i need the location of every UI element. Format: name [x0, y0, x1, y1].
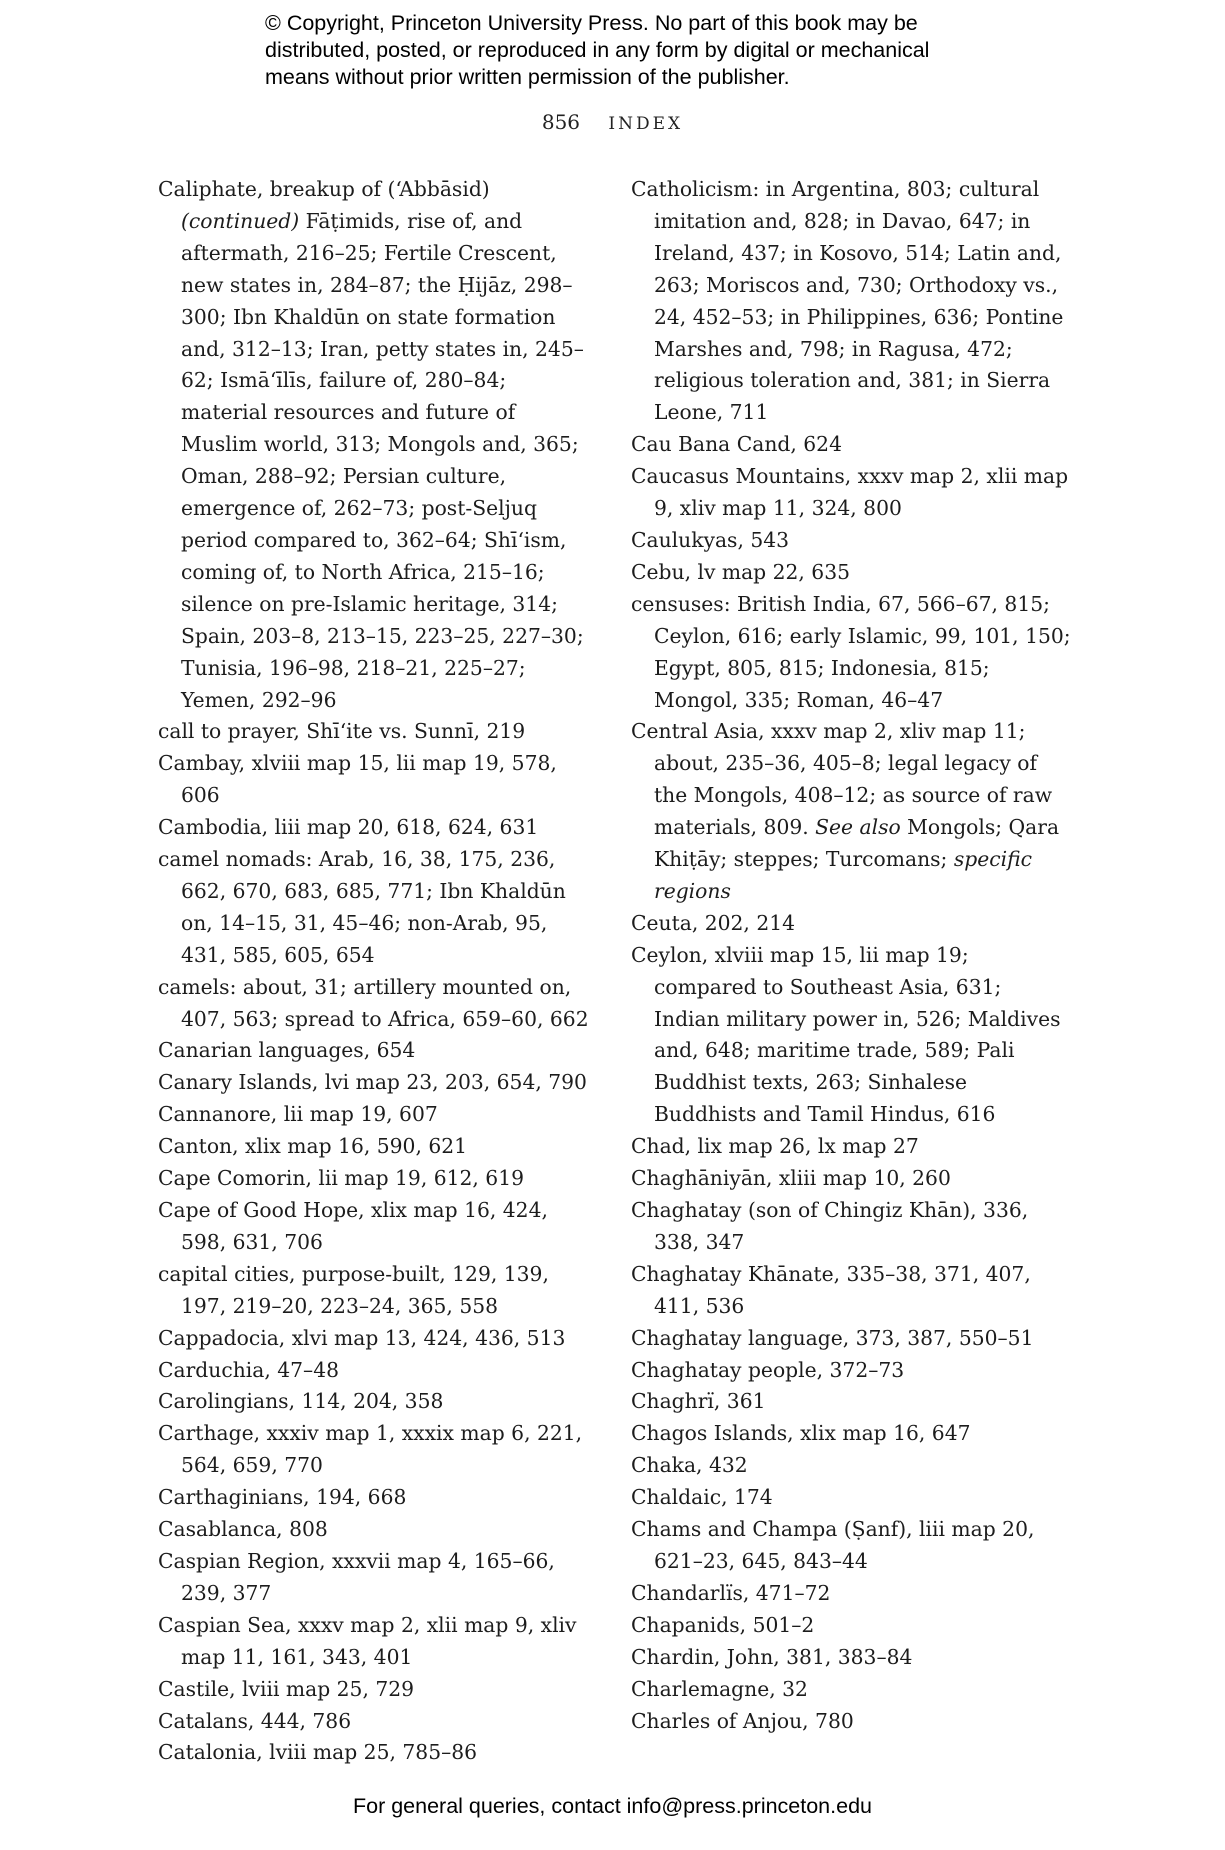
copyright-line: means without prior written permission of the publisher.	[265, 65, 790, 89]
index-entry: Caspian Region, xxxvii map 4, 165–66, 239, 377	[158, 1548, 555, 1605]
index-entry: Cambodia, liii map 20, 618, 624, 631	[158, 815, 539, 840]
index-entry: Chaghatay language, 373, 387, 550–51	[631, 1325, 1034, 1350]
index-entry: Canton, xlix map 16, 590, 621	[158, 1134, 468, 1159]
index-entry: Carolingians, 114, 204, 358	[158, 1389, 444, 1414]
index-entry: Cappadocia, xlvi map 13, 424, 436, 513	[158, 1325, 566, 1350]
index-entry: Cape of Good Hope, xlix map 16, 424, 598, 631, 706	[158, 1198, 548, 1254]
index-entry: Caucasus Mountains, xxxv map 2, xlii map 9, xliv map 11, 324, 800	[631, 464, 1069, 521]
index-entry: Caulukyas, 543	[631, 527, 790, 552]
copyright-notice	[265, 10, 1025, 91]
index-entry: Carthaginians, 194, 668	[158, 1485, 407, 1510]
copyright-line: distributed, posted, or reproduced in any form by digital or mechanical	[265, 38, 930, 62]
index-entry: Catalans, 444, 786	[158, 1708, 352, 1733]
running-head	[0, 110, 1225, 134]
index-entry: Cau Bana Cand, 624	[631, 432, 842, 457]
index-entry: capital cities, purpose-built, 129, 139, 197, 219–20, 223–24, 365, 558	[158, 1261, 549, 1318]
index-entry: Cebu, lv map 22, 635	[631, 559, 851, 584]
index-entry: censuses: British India, 67, 566–67, 815; Ceylon, 616; early Islamic, 99, 101, 150; Egypt, 805, 815; Indonesia, 815; Mongol, 335; Roman, 46–47	[631, 591, 1071, 712]
index-entry: Chapanids, 501–2	[631, 1612, 815, 1637]
index-entry: Canarian languages, 654	[158, 1038, 416, 1063]
index-entry: Chams and Champa (Ṣanf), liii map 20, 621–23, 645, 843–44	[631, 1517, 1035, 1573]
copyright-line: © Copyright, Princeton University Press. No part of this book may be	[265, 11, 918, 35]
index-entry: Chandarlïs, 471–72	[631, 1580, 831, 1605]
index-entry: Central Asia, xxxv map 2, xliv map 11; about, 235–36, 405–8; legal legacy of the Mongols, 408–12; as source of raw materials, 809. See also Mongols; Qara Khiṭāy; steppes; Turcomans; specific regions	[631, 719, 1060, 903]
index-entry: Chaghāniyān, xliii map 10, 260	[631, 1166, 951, 1191]
index-entry: Castile, lviii map 25, 729	[158, 1676, 415, 1701]
index-entry: Chagos Islands, xlix map 16, 647	[631, 1421, 971, 1446]
index-entry: Carthage, xxxiv map 1, xxxix map 6, 221, 564, 659, 770	[158, 1421, 583, 1478]
index-entry: Catalonia, lviii map 25, 785–86	[158, 1740, 478, 1765]
index-entry: Ceuta, 202, 214	[631, 910, 796, 935]
running-title: INDEX	[608, 114, 684, 134]
index-column-right	[631, 174, 1071, 1737]
index-entry: Chaghatay (son of Chingiz Khān), 336, 338, 347	[631, 1198, 1029, 1254]
index-entry: Chaghatay Khānate, 335–38, 371, 407, 411, 536	[631, 1261, 1031, 1318]
index-column-left	[158, 174, 598, 1769]
index-entry: camels: about, 31; artillery mounted on, 407, 563; spread to Africa, 659–60, 662	[158, 974, 589, 1031]
index-entry: Charlemagne, 32	[631, 1676, 808, 1701]
index-entry: Chaka, 432	[631, 1453, 748, 1478]
index-entry: Caspian Sea, xxxv map 2, xlii map 9, xliv map 11, 161, 343, 401	[158, 1612, 577, 1669]
index-entry: Canary Islands, lvi map 23, 203, 654, 790	[158, 1070, 587, 1095]
index-entry: Chad, lix map 26, lx map 27	[631, 1134, 919, 1159]
index-entry: Chardin, John, 381, 383–84	[631, 1644, 913, 1669]
index-entry: Chaghatay people, 372–73	[631, 1357, 905, 1382]
index-entry: call to prayer, Shī‘ite vs. Sunnī, 219	[158, 719, 526, 744]
index-entry: Chaldaic, 174	[631, 1485, 773, 1510]
index-entry: Charles of Anjou, 780	[631, 1708, 854, 1733]
index-entry: Caliphate, breakup of (‘Abbāsid) (continued) Fāṭimids, rise of, and aftermath, 216–25; Fertile Crescent, new states in, 284–87; the Ḥijāz, 298–300; Ibn Khaldūn on state formation and, 312–13; Iran, petty states in, 245–62; Ismā‘īlīs, failure of, 280–84; material resources and future of Muslim world, 313; Mongols and, 365; Oman, 288–92; Persian culture, emergence of, 262–73; post-Seljuq period compared to, 362–64; Shī‘ism, coming of, to North Africa, 215–16; silence on pre-Islamic heritage, 314; Spain, 203–8, 213–15, 223–25, 227–30; Tunisia, 196–98, 218–21, 225–27; Yemen, 292–96	[158, 177, 584, 712]
index-entry: Cannanore, lii map 19, 607	[158, 1102, 438, 1127]
index-entry: Ceylon, xlviii map 15, lii map 19; compared to Southeast Asia, 631; Indian military power in, 526; Maldives and, 648; maritime trade, 589; Pali Buddhist texts, 263; Sinhalese Buddhists and Tamil Hindus, 616	[631, 942, 1061, 1127]
index-entry: Casablanca, 808	[158, 1517, 328, 1542]
index-entry: Chaghrï, 361	[631, 1389, 766, 1414]
index-entry: Cape Comorin, lii map 19, 612, 619	[158, 1166, 525, 1191]
footer-contact: For general queries, contact info@press.princeton.edu	[352, 1794, 872, 1818]
page-number: 856	[541, 110, 581, 134]
index-entry: Carduchia, 47–48	[158, 1357, 339, 1382]
index-entry: Cambay, xlviii map 15, lii map 19, 578, 606	[158, 751, 557, 808]
index-entry: Catholicism: in Argentina, 803; cultural imitation and, 828; in Davao, 647; in Ireland, 437; in Kosovo, 514; Latin and, 263; Moriscos and, 730; Orthodoxy vs., 24, 452–53; in Philippines, 636; Pontine Marshes and, 798; in Ragusa, 472; religious toleration and, 381; in Sierra Leone, 711	[631, 177, 1064, 425]
index-entry: camel nomads: Arab, 16, 38, 175, 236, 662, 670, 683, 685, 771; Ibn Khaldūn on, 14–15, 31, 45–46; non-Arab, 95, 431, 585, 605, 654	[158, 847, 566, 967]
